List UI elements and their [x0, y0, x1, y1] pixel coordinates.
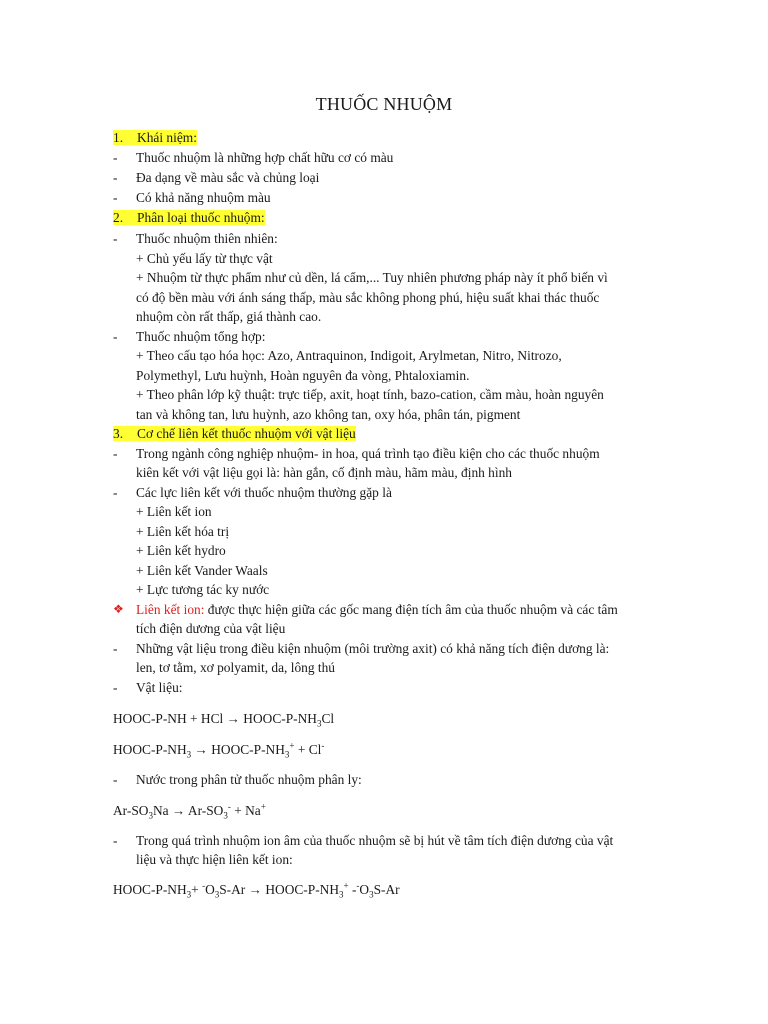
ion-bond-label: Liên kết ion:: [136, 602, 205, 617]
text-line: tích điện dương của vật liệu: [136, 621, 286, 636]
section-2-title: Phân loại thuốc nhuộm:: [137, 210, 265, 225]
diamond-bullet-icon: ❖: [113, 602, 124, 616]
list-item: + Liên kết hydro: [136, 543, 226, 558]
text-line: liệu và thực hiện liên kết ion:: [136, 852, 293, 867]
text-line: + Theo phân lớp kỹ thuật: trực tiếp, axit, hoạt tính, bazo-cation, cầm màu, hoàn nguyên: [136, 387, 604, 402]
text-line: nhuộm còn rất thấp, giá thành cao.: [136, 309, 322, 324]
text-line: + Theo cấu tạo hóa học: Azo, Antraquinon, Indigoit, Arylmetan, Nitro, Nitrozo,: [136, 348, 562, 363]
section-2-heading: [113, 208, 265, 227]
list-item: + Liên kết Vander Waals: [136, 563, 268, 578]
list-item: + Liên kết ion: [136, 504, 212, 519]
equation-3: $Ar-SO_3Na \to Ar-SO_3^- + Na^+$: [113, 801, 266, 821]
section-1-title: Khái niệm:: [137, 130, 197, 145]
text-line: tan và không tan, lưu huỳnh, azo không tan, oxy hóa, phân tán, pigment: [136, 407, 521, 422]
section-1-number: 1.: [113, 130, 124, 145]
section-2-number: 2.: [113, 210, 124, 225]
text-line: có độ bền màu với ánh sáng thấp, màu sắc không phong phú, hiệu suất khai thác thuốc: [136, 290, 600, 305]
section-3-number: 3.: [113, 426, 124, 441]
document-title: THUỐC NHUỘM: [315, 94, 453, 114]
text-line: kiên kết với vật liệu gọi là: hàn gắn, cố định màu, hãm màu, định hình: [136, 465, 512, 480]
section-1-heading: [113, 128, 197, 147]
equation-1: HOOC-P-NH + HCl → HOOC-$P-NH_3Cl$: [113, 711, 335, 729]
equation-2: HOOC-$P-NH_3$ → HOOC-$P-NH_3^+ + Cl^-$: [113, 740, 325, 760]
text-line: len, tơ tằm, xơ polyamit, da, lông thú: [136, 660, 336, 675]
equation-4: HOOC-$P-NH_3+ ^-O_3S-Ar$ → HOOC-$P-NH_3^+$ $-^-O_3S-Ar$: [113, 880, 400, 900]
list-item: + Lực tương tác ky nước: [136, 582, 270, 597]
text-line: Polymethyl, Lưu huỳnh, Hoàn nguyên đa vòng, Phtaloxiamin.: [136, 368, 470, 383]
document-page: THUỐC NHUỘM 1. Khái niệm: - Thuốc nhuộm là những hợp chất hữu cơ có màu - Đa dạng về màu sắc và chủng loại - Có khả năng nhuộm màu 2. Phân loại thuốc nhuộm: - Thuốc nhuộm thiên nhiên: + Chủ yếu lấy từ thực vật + Nhuộm từ thực phẩm như củ dền, lá cẩm,... Tuy nhiên phương pháp này ít phổ biến vì có độ bền màu với ánh sáng thấp, màu sắc không phong phú, hiệu suất khai thác thuốc nhuộm còn rất thấp, giá thành cao. - Thuốc nhuộm tổng hợp: + Theo cấu tạo hóa học: Azo, Antraquinon, Indigoit, Arylmetan, Nitro, Nitrozo, Polymethyl, Lưu huỳnh, Hoàn nguyên đa vòng, Phtaloxiamin. + Theo phân lớp kỹ thuật: trực tiếp, axit, hoạt tính, bazo-cation, cầm màu, hoàn nguyên tan và không tan, lưu huỳnh, azo không tan, oxy hóa, phân tán, pigment 3. Cơ chế liên kết thuốc nhuộm với vật liệu - Trong ngành công nghiệp nhuộm- in hoa, quá trình tạo điều kiện cho các thuốc nhuộm kiên kết với vật liệu gọi là: hàn gắn, cố định màu, hãm màu, định hình - Các lực liên kết với thuốc nhuộm thường gặp là + Liên kết ion + Liên kết hóa trị + Liên kết hydro + Liên kết Vander Waals + Lực tương tác ky nước ❖ Liên kết ion: được thực hiện giữa các gốc mang điện tích âm của thuốc nhuộm và các tâm tích điện dương của vật liệu - Những vật liệu trong điều kiện nhuộm (môi trường axit) có khả năng tích điện dương là: len, tơ tằm, xơ polyamit, da, lông thú - Vật liệu: HOOC-P-NH + HCl → HOOC-$P-NH_3Cl$ HOOC-$P-NH_3$ → HOOC-$P-NH_3^+ + Cl^-$ - Nước trong phân tử thuốc nhuộm phân ly: $Ar-SO_3Na \to Ar-SO_3^- + Na^+$ - Trong quá trình nhuộm ion âm của thuốc nhuộm sẽ bị hút về tâm tích điện dương của vật liệu và thực hiện liên kết ion: HOOC-$P-NH_3+ ^-O_3S-Ar$ → HOOC-$P-NH_3^+$ $-^-O_3S-Ar$: [0, 0, 768, 1024]
list-item: + Liên kết hóa trị: [136, 524, 230, 539]
text-line: + Chủ yếu lấy từ thực vật: [136, 251, 273, 266]
section-3-heading: [113, 424, 356, 443]
text-line: + Nhuộm từ thực phẩm như củ dền, lá cẩm,... Tuy nhiên phương pháp này ít phổ biến vì: [136, 270, 608, 285]
section-3-title: Cơ chế liên kết thuốc nhuộm với vật liệu: [137, 426, 356, 441]
